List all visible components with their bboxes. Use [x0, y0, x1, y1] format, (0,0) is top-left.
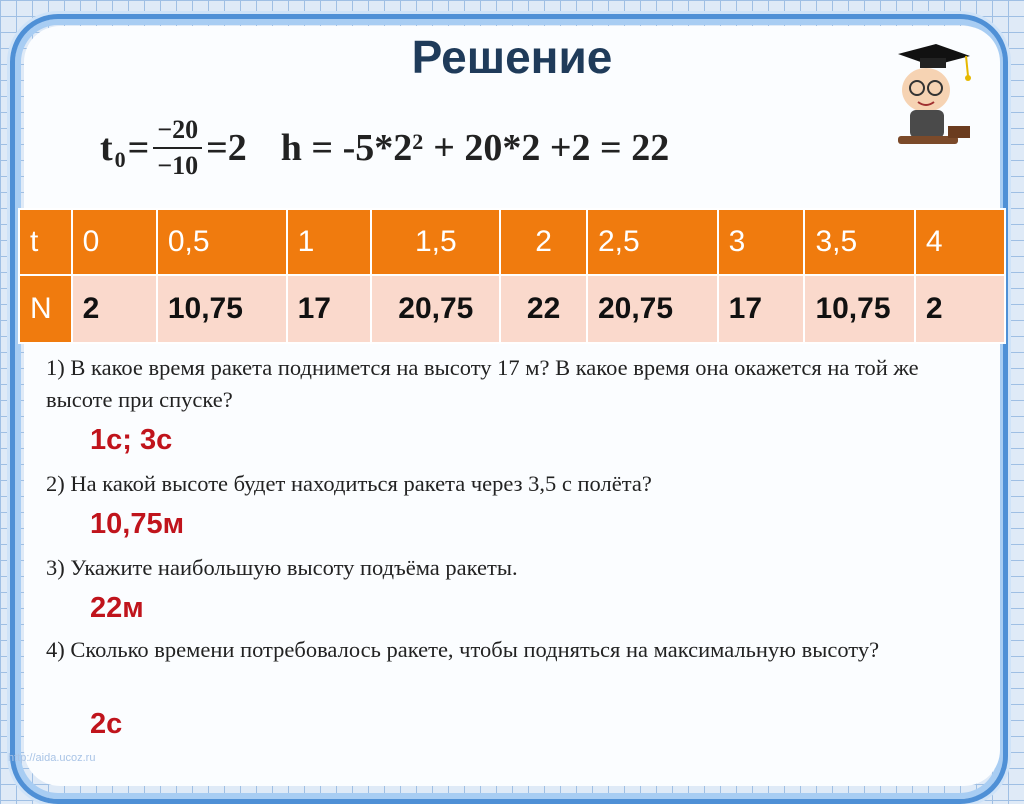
- table-cell: 17: [718, 275, 805, 343]
- table-header-n: N: [19, 275, 72, 343]
- table-cell: 10,75: [157, 275, 287, 343]
- question-1: 1) В какое время ракета поднимется на высоту 17 м? В какое время она окажется на той же высоте при спуске?: [46, 355, 919, 412]
- question-2: 2) На какой высоте будет находиться ракета через 3,5 с полёта?: [46, 471, 652, 496]
- table-row-n: [19, 275, 1005, 343]
- table-cell: 0: [72, 209, 157, 275]
- answer-1: 1с; 3с: [90, 424, 173, 456]
- table-cell: 2: [500, 209, 587, 275]
- table-cell: 1: [287, 209, 372, 275]
- table-cell: 3: [718, 209, 805, 275]
- fraction-numerator: −20: [153, 113, 202, 149]
- table-cell: 20,75: [371, 275, 500, 343]
- table-cell: 1,5: [371, 209, 500, 275]
- table-cell: 17: [287, 275, 372, 343]
- table-cell: 2: [72, 275, 157, 343]
- watermark: http://aida.ucoz.ru: [8, 752, 96, 764]
- table-header-t: t: [19, 209, 72, 275]
- h-formula-left: h = -5*2: [280, 127, 413, 169]
- answer-4: 2с: [90, 708, 123, 740]
- fraction-denominator: −10: [157, 151, 199, 180]
- table-cell: 10,75: [804, 275, 914, 343]
- table-row-t: [19, 209, 1005, 275]
- table-cell: 3,5: [804, 209, 914, 275]
- question-4: 4) Сколько времени потребовалось ракете, чтобы подняться на максимальную высоту?: [46, 637, 880, 662]
- question-3: 3) Укажите наибольшую высоту подъёма ракеты.: [46, 555, 518, 580]
- answer-3: 22м: [90, 592, 144, 624]
- graduate-boy-icon: [858, 38, 978, 148]
- values-table: [18, 208, 1006, 344]
- t-subscript: 0: [114, 147, 126, 172]
- table-cell: 4: [915, 209, 1005, 275]
- table-cell: 2: [915, 275, 1005, 343]
- slide-title: Решение: [411, 31, 613, 83]
- table-cell: 0,5: [157, 209, 287, 275]
- equals-sign: =: [127, 127, 150, 169]
- solution-formula: [100, 108, 669, 188]
- h-formula-right: + 20*2 +2 = 22: [433, 127, 670, 169]
- t-result: =2: [206, 127, 247, 169]
- answer-2: 10,75м: [90, 508, 185, 540]
- table-cell: 22: [500, 275, 587, 343]
- t-variable: t: [100, 127, 113, 169]
- table-cell: 20,75: [587, 275, 718, 343]
- table-cell: 2,5: [587, 209, 718, 275]
- fraction: [153, 113, 202, 183]
- h-exponent: 2: [412, 129, 424, 154]
